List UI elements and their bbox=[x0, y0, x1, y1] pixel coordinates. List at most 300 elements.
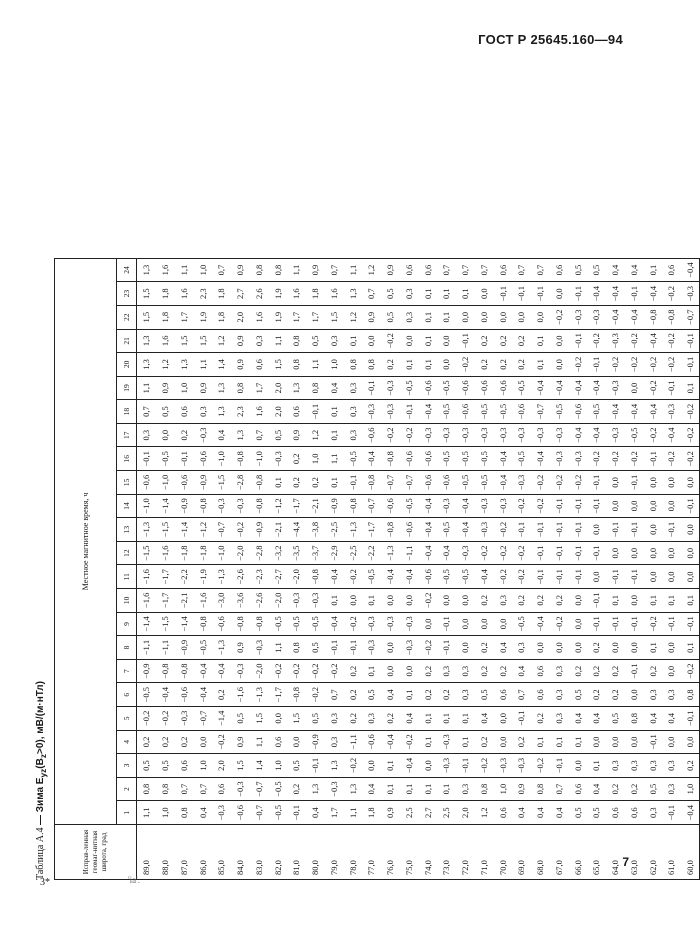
value-cell: 0,1 bbox=[456, 730, 475, 754]
value-cell: −0,3 bbox=[531, 423, 550, 447]
latitude-cell: 77,0 bbox=[362, 824, 381, 879]
value-cell: 1,5 bbox=[268, 352, 287, 376]
value-cell: 0,0 bbox=[606, 541, 625, 565]
value-cell: 1,3 bbox=[137, 352, 156, 376]
value-cell: −2,8 bbox=[231, 470, 250, 494]
hour-header: 5 bbox=[117, 706, 137, 730]
value-cell: −0,5 bbox=[437, 399, 456, 423]
value-cell: −0,3 bbox=[325, 777, 344, 801]
hour-header: 17 bbox=[117, 423, 137, 447]
value-cell: 0,6 bbox=[250, 352, 269, 376]
table-title: Таблица А.4 — Зима $E_{yz}(B_z>0)$, мВ/(м·нТл) bbox=[35, 681, 48, 880]
value-cell: 0,0 bbox=[606, 635, 625, 659]
latitude-cell: 86,0 bbox=[193, 824, 212, 879]
value-cell: 0,1 bbox=[400, 777, 419, 801]
value-cell: −1,6 bbox=[156, 541, 175, 565]
value-cell: −0,2 bbox=[531, 494, 550, 518]
value-cell: −0,4 bbox=[156, 682, 175, 706]
value-cell: 0,0 bbox=[493, 706, 512, 730]
value-cell: 0,2 bbox=[587, 682, 606, 706]
value-cell: 1,1 bbox=[268, 329, 287, 353]
value-cell: 1,9 bbox=[268, 281, 287, 305]
value-cell: −0,5 bbox=[456, 470, 475, 494]
value-cell: 0,0 bbox=[493, 305, 512, 329]
value-cell: 0,6 bbox=[175, 399, 194, 423]
latitude-cell: 71,0 bbox=[475, 824, 494, 879]
value-cell: 0,2 bbox=[343, 706, 362, 730]
value-cell: −0,2 bbox=[662, 447, 681, 471]
value-cell: 1,8 bbox=[362, 800, 381, 824]
value-cell: 0,3 bbox=[456, 659, 475, 683]
value-cell: 0,8 bbox=[475, 777, 494, 801]
page-number: 7 bbox=[622, 855, 629, 869]
value-cell: 0,8 bbox=[137, 777, 156, 801]
value-cell: −0,4 bbox=[325, 612, 344, 636]
value-cell: 0,0 bbox=[662, 541, 681, 565]
value-cell: −2,7 bbox=[268, 564, 287, 588]
value-cell: 0,5 bbox=[381, 281, 400, 305]
value-cell: 0,3 bbox=[437, 659, 456, 683]
value-cell: −0,5 bbox=[437, 376, 456, 400]
value-cell: −0,6 bbox=[568, 399, 587, 423]
value-cell: 0,2 bbox=[343, 659, 362, 683]
value-cell: 0,2 bbox=[493, 329, 512, 353]
value-cell: −0,1 bbox=[587, 352, 606, 376]
value-cell: 0,3 bbox=[137, 423, 156, 447]
value-cell: 1,6 bbox=[156, 258, 175, 282]
value-cell: −0,8 bbox=[193, 612, 212, 636]
value-cell: −0,2 bbox=[475, 753, 494, 777]
value-cell: 0,6 bbox=[418, 258, 437, 282]
value-cell: 0,2 bbox=[606, 777, 625, 801]
value-cell: −0,2 bbox=[606, 352, 625, 376]
latitude-cell: 69,0 bbox=[512, 824, 531, 879]
value-cell: 2,3 bbox=[193, 281, 212, 305]
value-cell: 1,3 bbox=[137, 329, 156, 353]
value-cell: −0,1 bbox=[681, 329, 700, 353]
value-cell: 2,0 bbox=[231, 305, 250, 329]
value-cell: −1,3 bbox=[212, 635, 231, 659]
value-cell: −0,1 bbox=[550, 753, 569, 777]
value-cell: −0,3 bbox=[512, 423, 531, 447]
value-cell: 1,1 bbox=[250, 730, 269, 754]
value-cell: 0,3 bbox=[643, 753, 662, 777]
value-cell: 0,1 bbox=[606, 588, 625, 612]
value-cell: 0,0 bbox=[681, 730, 700, 754]
value-cell: 0,1 bbox=[362, 588, 381, 612]
value-cell: 1,3 bbox=[137, 258, 156, 282]
value-cell: 0,7 bbox=[512, 258, 531, 282]
latitude-cell: 70,0 bbox=[493, 824, 512, 879]
value-cell: 0,1 bbox=[437, 281, 456, 305]
value-cell: −0,2 bbox=[568, 470, 587, 494]
value-cell: 0,3 bbox=[606, 753, 625, 777]
value-cell: −0,1 bbox=[550, 541, 569, 565]
value-cell: 0,1 bbox=[550, 730, 569, 754]
value-cell: 0,5 bbox=[137, 753, 156, 777]
value-cell: −0,3 bbox=[381, 376, 400, 400]
value-cell: −0,9 bbox=[175, 635, 194, 659]
value-cell: −0,3 bbox=[362, 635, 381, 659]
value-cell: 0,6 bbox=[531, 682, 550, 706]
value-cell: 1,4 bbox=[250, 753, 269, 777]
value-cell: −0,1 bbox=[662, 376, 681, 400]
value-cell: 0,7 bbox=[325, 258, 344, 282]
value-cell: 0,0 bbox=[568, 588, 587, 612]
value-cell: −0,1 bbox=[306, 753, 325, 777]
value-cell: 0,9 bbox=[306, 258, 325, 282]
value-cell: 1,0 bbox=[493, 777, 512, 801]
value-cell: −0,5 bbox=[456, 564, 475, 588]
value-cell: −0,4 bbox=[456, 517, 475, 541]
value-cell: 0,6 bbox=[531, 659, 550, 683]
value-cell: 1,3 bbox=[231, 423, 250, 447]
value-cell: −0,6 bbox=[418, 470, 437, 494]
value-cell: −0,2 bbox=[662, 281, 681, 305]
value-cell: −0,7 bbox=[212, 517, 231, 541]
value-cell: −0,6 bbox=[418, 564, 437, 588]
value-cell: 0,0 bbox=[493, 612, 512, 636]
value-cell: −0,4 bbox=[625, 399, 644, 423]
value-cell: −0,3 bbox=[212, 494, 231, 518]
value-cell: 0,8 bbox=[175, 800, 194, 824]
latitude-cell: 67,0 bbox=[550, 824, 569, 879]
value-cell: −1,1 bbox=[343, 730, 362, 754]
value-cell: −0,1 bbox=[662, 612, 681, 636]
value-cell: −0,1 bbox=[643, 730, 662, 754]
value-cell: −0,2 bbox=[606, 447, 625, 471]
value-cell: −1,9 bbox=[193, 564, 212, 588]
value-cell: 0,0 bbox=[662, 470, 681, 494]
value-cell: −0,1 bbox=[512, 281, 531, 305]
value-cell: −0,1 bbox=[531, 564, 550, 588]
value-cell: −0,8 bbox=[175, 659, 194, 683]
value-cell: −0,1 bbox=[587, 541, 606, 565]
value-cell: 1,5 bbox=[137, 305, 156, 329]
value-cell: −0,3 bbox=[362, 399, 381, 423]
value-cell: 0,0 bbox=[568, 753, 587, 777]
value-cell: 0,3 bbox=[400, 281, 419, 305]
value-cell: 0,2 bbox=[643, 659, 662, 683]
value-cell: 0,1 bbox=[325, 423, 344, 447]
value-cell: −1,0 bbox=[137, 494, 156, 518]
value-cell: −0,5 bbox=[437, 517, 456, 541]
value-cell: −0,4 bbox=[193, 682, 212, 706]
value-cell: 0,1 bbox=[531, 352, 550, 376]
value-cell: −0,1 bbox=[306, 399, 325, 423]
value-cell: 0,4 bbox=[550, 800, 569, 824]
value-cell: 0,1 bbox=[325, 588, 344, 612]
value-cell: 0,8 bbox=[268, 258, 287, 282]
value-cell: 0,2 bbox=[437, 682, 456, 706]
value-cell: −0,6 bbox=[456, 399, 475, 423]
value-cell: 0,3 bbox=[343, 376, 362, 400]
value-cell: −0,4 bbox=[606, 281, 625, 305]
value-cell: 0,1 bbox=[437, 706, 456, 730]
value-cell: −1,0 bbox=[250, 447, 269, 471]
value-cell: 0,1 bbox=[643, 635, 662, 659]
value-cell: −0,2 bbox=[681, 659, 700, 683]
latitude-cell: 63,0 bbox=[625, 824, 644, 879]
value-cell: −0,5 bbox=[137, 682, 156, 706]
value-cell: −0,3 bbox=[606, 329, 625, 353]
value-cell: −0,5 bbox=[268, 777, 287, 801]
value-cell: 0,0 bbox=[456, 612, 475, 636]
value-cell: 0,9 bbox=[231, 352, 250, 376]
value-cell: 0,0 bbox=[343, 588, 362, 612]
group-header: Местное магнитное время, ч bbox=[55, 258, 117, 824]
value-cell: 0,2 bbox=[512, 352, 531, 376]
value-cell: −2,1 bbox=[175, 588, 194, 612]
value-cell: 0,5 bbox=[268, 423, 287, 447]
value-cell: −1,5 bbox=[156, 612, 175, 636]
value-cell: −0,9 bbox=[325, 494, 344, 518]
hour-header: 16 bbox=[117, 447, 137, 471]
value-cell: 0,5 bbox=[362, 682, 381, 706]
value-cell: −0,6 bbox=[400, 517, 419, 541]
value-cell: −0,4 bbox=[418, 399, 437, 423]
value-cell: 0,0 bbox=[643, 470, 662, 494]
value-cell: −0,4 bbox=[212, 659, 231, 683]
latitude-cell: 87,0 bbox=[175, 824, 194, 879]
value-cell: −0,1 bbox=[662, 517, 681, 541]
value-cell: −0,3 bbox=[662, 399, 681, 423]
value-cell: 0,0 bbox=[475, 612, 494, 636]
value-cell: 2,7 bbox=[418, 800, 437, 824]
value-cell: 0,4 bbox=[400, 706, 419, 730]
value-cell: −0,2 bbox=[625, 329, 644, 353]
value-cell: 0,6 bbox=[550, 258, 569, 282]
value-cell: −2,0 bbox=[287, 564, 306, 588]
value-cell: 0,1 bbox=[531, 730, 550, 754]
value-cell: 0,1 bbox=[325, 470, 344, 494]
value-cell: −0,2 bbox=[137, 706, 156, 730]
value-cell: 1,1 bbox=[343, 800, 362, 824]
value-cell: 1,6 bbox=[325, 281, 344, 305]
value-cell: −3,6 bbox=[231, 588, 250, 612]
value-cell: 0,0 bbox=[512, 305, 531, 329]
value-cell: 0,0 bbox=[625, 635, 644, 659]
value-cell: −1,8 bbox=[175, 541, 194, 565]
value-cell: 0,2 bbox=[606, 682, 625, 706]
value-cell: −0,2 bbox=[493, 541, 512, 565]
value-cell: −1,6 bbox=[137, 564, 156, 588]
hour-header: 11 bbox=[117, 564, 137, 588]
value-cell: −0,1 bbox=[587, 494, 606, 518]
value-cell: 1,5 bbox=[193, 329, 212, 353]
value-cell: −0,3 bbox=[568, 305, 587, 329]
value-cell: −1,4 bbox=[175, 517, 194, 541]
value-cell: 0,4 bbox=[381, 682, 400, 706]
value-cell: 0,2 bbox=[550, 588, 569, 612]
value-cell: −2,2 bbox=[175, 564, 194, 588]
value-cell: 0,3 bbox=[400, 305, 419, 329]
value-cell: 1,7 bbox=[325, 800, 344, 824]
value-cell: 0,1 bbox=[381, 753, 400, 777]
value-cell: −2,2 bbox=[362, 541, 381, 565]
latitude-cell: 85,0 bbox=[212, 824, 231, 879]
value-cell: −0,2 bbox=[681, 423, 700, 447]
hour-header: 14 bbox=[117, 494, 137, 518]
value-cell: −2,1 bbox=[306, 494, 325, 518]
value-cell: −0,1 bbox=[587, 470, 606, 494]
value-cell: 0,7 bbox=[475, 258, 494, 282]
value-cell: −1,0 bbox=[156, 470, 175, 494]
value-cell: −0,3 bbox=[362, 612, 381, 636]
value-cell: −0,1 bbox=[681, 352, 700, 376]
value-cell: −2,8 bbox=[250, 541, 269, 565]
value-cell: 0,0 bbox=[681, 517, 700, 541]
value-cell: −0,4 bbox=[456, 494, 475, 518]
value-cell: 0,3 bbox=[343, 399, 362, 423]
value-cell: −0,5 bbox=[512, 612, 531, 636]
value-cell: −2,6 bbox=[231, 564, 250, 588]
value-cell: 0,2 bbox=[418, 659, 437, 683]
value-cell: −0,5 bbox=[493, 399, 512, 423]
value-cell: 1,3 bbox=[325, 753, 344, 777]
value-cell: 0,3 bbox=[662, 777, 681, 801]
value-cell: 0,8 bbox=[287, 635, 306, 659]
value-cell: −1,0 bbox=[212, 447, 231, 471]
value-cell: 0,0 bbox=[550, 635, 569, 659]
hour-header: 13 bbox=[117, 517, 137, 541]
value-cell: −1,7 bbox=[362, 517, 381, 541]
value-cell: −0,2 bbox=[212, 730, 231, 754]
value-cell: 0,8 bbox=[287, 352, 306, 376]
value-cell: 0,0 bbox=[381, 588, 400, 612]
value-cell: 1,6 bbox=[287, 281, 306, 305]
value-cell: −0,5 bbox=[437, 447, 456, 471]
latitude-cell: 84,0 bbox=[231, 824, 250, 879]
value-cell: −1,5 bbox=[137, 541, 156, 565]
value-cell: −0,2 bbox=[643, 612, 662, 636]
value-cell: 0,0 bbox=[625, 682, 644, 706]
value-cell: 0,0 bbox=[362, 753, 381, 777]
value-cell: −0,2 bbox=[456, 352, 475, 376]
value-cell: −1,3 bbox=[212, 564, 231, 588]
value-cell: −0,1 bbox=[531, 541, 550, 565]
latitude-cell: 62,0 bbox=[643, 824, 662, 879]
value-cell: 1,7 bbox=[287, 305, 306, 329]
latitude-cell: 82,0 bbox=[268, 824, 287, 879]
value-cell: 0,2 bbox=[287, 470, 306, 494]
value-cell: −2,3 bbox=[250, 564, 269, 588]
value-cell: 0,7 bbox=[437, 258, 456, 282]
value-cell: −0,1 bbox=[531, 517, 550, 541]
value-cell: 0,0 bbox=[625, 588, 644, 612]
value-cell: −0,6 bbox=[137, 470, 156, 494]
value-cell: 0,5 bbox=[568, 800, 587, 824]
value-cell: −1,5 bbox=[212, 470, 231, 494]
value-cell: −1,7 bbox=[156, 588, 175, 612]
value-cell: −0,3 bbox=[212, 800, 231, 824]
data-table bbox=[54, 258, 700, 880]
value-cell: −0,3 bbox=[418, 423, 437, 447]
value-cell: 1,0 bbox=[268, 753, 287, 777]
value-cell: 0,3 bbox=[493, 588, 512, 612]
latitude-cell: 65,0 bbox=[587, 824, 606, 879]
value-cell: 0,1 bbox=[643, 588, 662, 612]
value-cell: −0,3 bbox=[568, 447, 587, 471]
value-cell: −0,3 bbox=[681, 281, 700, 305]
value-cell: 1,6 bbox=[250, 305, 269, 329]
value-cell: −0,2 bbox=[550, 305, 569, 329]
value-cell: 0,6 bbox=[268, 730, 287, 754]
value-cell: −0,4 bbox=[568, 376, 587, 400]
value-cell: 1,0 bbox=[681, 777, 700, 801]
value-cell: −0,6 bbox=[493, 376, 512, 400]
value-cell: −0,6 bbox=[418, 376, 437, 400]
footnote-mark: 3* bbox=[40, 877, 50, 888]
value-cell: 1,2 bbox=[306, 423, 325, 447]
value-cell: 1,0 bbox=[175, 376, 194, 400]
latitude-cell: 64,0 bbox=[606, 824, 625, 879]
value-cell: 0,6 bbox=[212, 777, 231, 801]
value-cell: −0,5 bbox=[362, 564, 381, 588]
value-cell: −0,3 bbox=[193, 423, 212, 447]
value-cell: 1,6 bbox=[250, 399, 269, 423]
value-cell: 0,1 bbox=[400, 352, 419, 376]
value-cell: 0,0 bbox=[437, 352, 456, 376]
value-cell: 0,1 bbox=[418, 352, 437, 376]
value-cell: −0,8 bbox=[381, 447, 400, 471]
value-cell: −0,2 bbox=[493, 517, 512, 541]
value-cell: −0,3 bbox=[437, 753, 456, 777]
value-cell: −0,8 bbox=[362, 470, 381, 494]
value-cell: 0,3 bbox=[550, 706, 569, 730]
value-cell: −0,2 bbox=[568, 352, 587, 376]
value-cell: 1,5 bbox=[137, 281, 156, 305]
value-cell: −0,4 bbox=[418, 541, 437, 565]
value-cell: 0,6 bbox=[175, 753, 194, 777]
value-cell: 0,0 bbox=[662, 494, 681, 518]
value-cell: 0,2 bbox=[531, 706, 550, 730]
value-cell: −1,0 bbox=[212, 541, 231, 565]
hour-header: 12 bbox=[117, 541, 137, 565]
value-cell: −0,3 bbox=[231, 494, 250, 518]
value-cell: 1,0 bbox=[193, 753, 212, 777]
value-cell: 0,2 bbox=[606, 659, 625, 683]
value-cell: 0,0 bbox=[625, 730, 644, 754]
value-cell: −0,2 bbox=[531, 753, 550, 777]
value-cell: 0,0 bbox=[418, 612, 437, 636]
value-cell: 0,0 bbox=[475, 281, 494, 305]
value-cell: 0,7 bbox=[137, 399, 156, 423]
value-cell: −0,6 bbox=[231, 800, 250, 824]
value-cell: 1,1 bbox=[137, 800, 156, 824]
value-cell: −0,3 bbox=[231, 659, 250, 683]
value-cell: −0,1 bbox=[437, 635, 456, 659]
stamp-mark: 'ia'. bbox=[128, 875, 140, 885]
value-cell: 0,1 bbox=[400, 682, 419, 706]
value-cell: −0,1 bbox=[568, 494, 587, 518]
value-cell: −0,4 bbox=[475, 564, 494, 588]
value-cell: −0,3 bbox=[456, 541, 475, 565]
value-cell: −3,8 bbox=[306, 517, 325, 541]
table-title-main: — Зима E bbox=[35, 777, 46, 825]
value-cell: 0,1 bbox=[362, 659, 381, 683]
value-cell: −1,6 bbox=[231, 682, 250, 706]
value-cell: −0,8 bbox=[231, 447, 250, 471]
value-cell: 0,4 bbox=[493, 635, 512, 659]
value-cell: −0,2 bbox=[643, 376, 662, 400]
value-cell: −0,1 bbox=[681, 494, 700, 518]
hour-header: 24 bbox=[117, 258, 137, 282]
value-cell: 0,3 bbox=[250, 329, 269, 353]
value-cell: 0,0 bbox=[493, 730, 512, 754]
value-cell: −0,4 bbox=[325, 564, 344, 588]
value-cell: −0,1 bbox=[662, 800, 681, 824]
